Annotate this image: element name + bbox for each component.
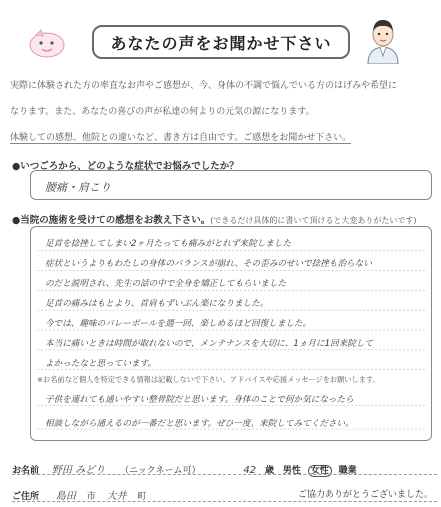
divider <box>12 501 437 502</box>
answer-2-line: 相談しながら通えるのが一番だと思います。ぜひ一度、来院してみてください。 <box>45 419 354 429</box>
intro-line: 体験しての感想、他院との違いなど、書き方は自由です。ご感想をお聞かせ下さい。 <box>10 133 352 143</box>
intro-line: 実際に体験された方の率直なお声やご感想が、今、身体の不調で悩んでいる方のはげみや希望に <box>10 81 398 91</box>
intro-text <box>10 73 435 151</box>
age-value: 42 <box>243 465 257 476</box>
answer-2-line: よかったなと思っています。 <box>45 359 157 369</box>
question-2-label: ●当院の施術を受けての感想をお教え下さい。(できるだけ具体的に書いて頂けると大変ありがたいです) <box>12 215 417 226</box>
answer-2-line: 足首の痛みはもとより、首肩もずいぶん楽になりました。 <box>45 299 269 309</box>
occupation-label: 職業 <box>338 466 357 476</box>
thanks-message: ご協力ありがとうございました。 <box>297 490 433 500</box>
city-value: 島田 <box>55 491 76 502</box>
gender-male: 男性 <box>282 466 301 476</box>
answer-1-text: 腰痛・肩こり <box>45 181 111 194</box>
privacy-warning: ※お名前など個人を特定できる情報は記載しないで下さい。アドバイスや応援メッセージをお願いします。 <box>37 375 380 384</box>
town-value: 大井 <box>106 491 127 502</box>
age-label: 歳 <box>265 466 275 476</box>
address-row <box>12 487 147 502</box>
name-label: お名前 <box>12 466 40 476</box>
question-1-label: ●いつごろから、どのような症状でお悩みでしたか？ <box>12 161 239 172</box>
answer-2-line: 症状というよりもわたしの身体のバランスが崩れ、その歪みのせいで捻挫も治らない <box>45 259 372 269</box>
gender-female-circled: 女性 <box>308 465 332 477</box>
answer-1-box <box>30 170 432 200</box>
nickname-note: （ニックネーム可） <box>119 466 201 476</box>
mascot-icon <box>28 26 66 60</box>
answer-2-box <box>30 226 432 441</box>
divider <box>12 474 437 475</box>
question-2-note: (できるだけ具体的に書いて頂けると大変ありがたいです) <box>210 216 417 225</box>
header-banner <box>92 25 350 59</box>
answer-2-line: のだと説明され、先生の話の中で全身を矯正してもらいました <box>45 279 287 289</box>
page-title: あなたの声をお聞かせ下さい <box>110 33 332 53</box>
staff-avatar-icon <box>362 14 404 64</box>
town-suffix: 町 <box>137 492 147 502</box>
name-value: 野田 みどり <box>51 465 106 476</box>
intro-line: なります。また、あなたの喜びの声が私達の何よりの元気の源になります。 <box>10 107 315 117</box>
answer-2-line: 本当に痛いときは時間が取れないので、メンテナンスを大切に、1ヵ月に1回来院して <box>45 339 374 349</box>
answer-2-line: 子供を連れても通いやすい整骨院だと思います。身体のことで何か気になったら <box>45 395 354 405</box>
answer-2-line: 今では、趣味のバレーボールを週一回、楽しめるほど回復しました。 <box>45 319 312 329</box>
answer-2-line: 足首を捻挫してしまい2ヶ月たっても痛みがとれず来院しました <box>45 239 292 249</box>
address-label: ご住所 <box>12 492 40 502</box>
city-suffix: 市 <box>86 492 96 502</box>
